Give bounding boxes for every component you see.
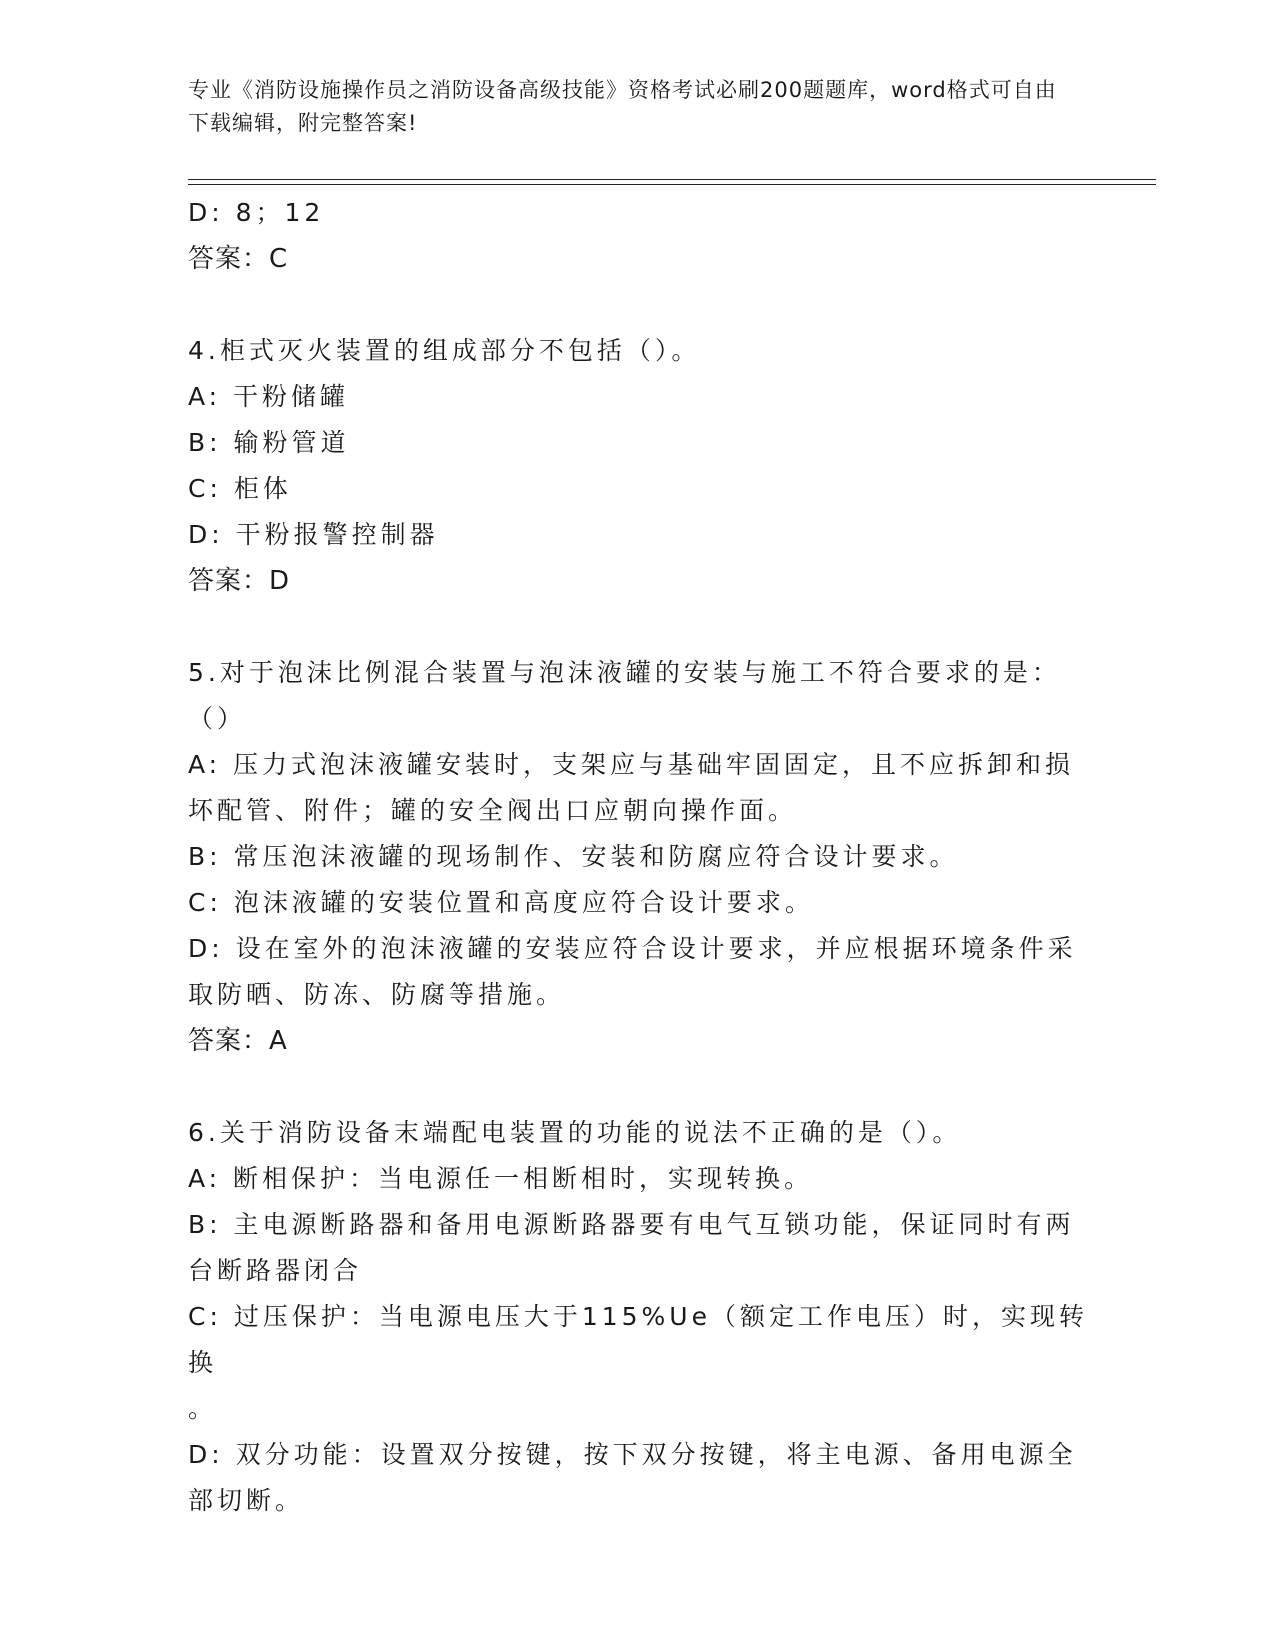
header-title: 专业《消防设施操作员之消防设备高级技能》资格考试必刷200题题库，word格式可自由下载编辑，附完整答案!	[188, 78, 1057, 135]
option-d: D: 干粉报警控制器	[188, 520, 439, 549]
option-a: A: 压力式泡沫液罐安装时，支架应与基础牢固固定，且不应拆卸和损	[188, 750, 1075, 779]
option-c-cont: 。	[188, 1394, 218, 1423]
option-a: A: 断相保护：当电源任一相断相时，实现转换。	[188, 1164, 814, 1193]
option-b: B: 常压泡沫液罐的现场制作、安装和防腐应符合设计要求。	[188, 842, 959, 871]
option-c: C: 泡沫液罐的安装位置和高度应符合设计要求。	[188, 888, 814, 917]
question-block-4	[188, 328, 1088, 604]
question-text: 5.对于泡沫比例混合装置与泡沫液罐的安装与施工不符合要求的是：	[188, 658, 1061, 687]
option-a-cont: 坏配管、附件；罐的安全阀出口应朝向操作面。	[188, 796, 798, 825]
option-a: A: 干粉储罐	[188, 382, 350, 411]
option-d: D: 设在室外的泡沫液罐的安装应符合设计要求，并应根据环境条件采	[188, 934, 1077, 963]
question-list	[188, 190, 1088, 1524]
option-b-cont: 台断路器闭合	[188, 1256, 363, 1285]
question-block-5	[188, 650, 1088, 1064]
block-spacer	[188, 282, 1088, 328]
question-block-6	[188, 1110, 1088, 1524]
block-spacer	[188, 1064, 1088, 1110]
option-b: B: 主电源断路器和备用电源断路器要有电气互锁功能，保证同时有两	[188, 1210, 1075, 1239]
option-c: C: 柜体	[188, 474, 292, 503]
option-d: D: 双分功能：设置双分按键，按下双分按键，将主电源、备用电源全	[188, 1440, 1077, 1469]
header-divider	[188, 179, 1156, 185]
question-text-cont: （）	[188, 704, 247, 733]
option-c: C: 过压保护：当电源电压大于115%Ue（额定工作电压）时，实现转换	[188, 1302, 1088, 1377]
question-block-3	[188, 190, 1088, 282]
question-text: 4.柜式灭火装置的组成部分不包括（）。	[188, 336, 701, 365]
question-text: 6.关于消防设备末端配电装置的功能的说法不正确的是（）。	[188, 1118, 962, 1147]
block-spacer	[188, 604, 1088, 650]
option-d-cont: 部切断。	[188, 1486, 305, 1515]
option-d-cont: 取防晒、防冻、防腐等措施。	[188, 980, 566, 1009]
option-b: B: 输粉管道	[188, 428, 350, 457]
answer-label: 答案：A	[188, 1026, 288, 1056]
answer-label: 答案：D	[188, 566, 291, 596]
page-header	[188, 74, 1068, 140]
option-d: D: 8；12	[188, 198, 325, 227]
answer-label: 答案：C	[188, 244, 289, 274]
